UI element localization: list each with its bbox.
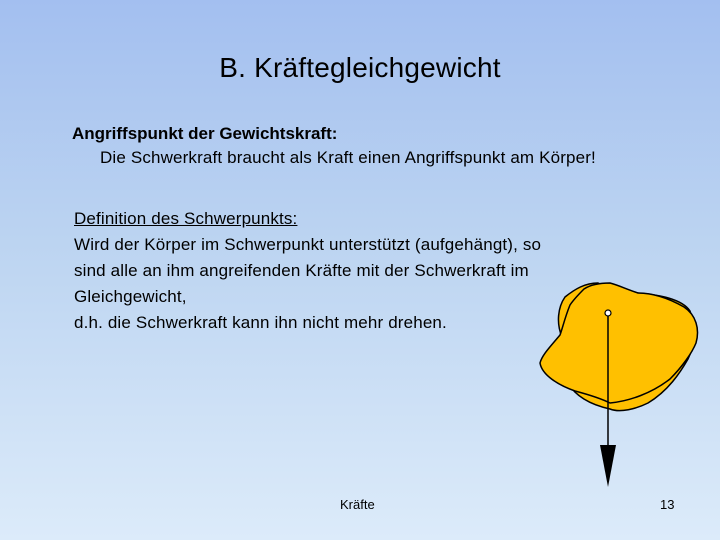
definition-heading: Definition des Schwerpunkts: [74, 209, 298, 228]
section-heading-attack-point: Angriffspunkt der Gewichtskraft: [72, 124, 338, 143]
footer-text: Kräfte [340, 497, 375, 512]
gravity-arrow [600, 445, 616, 487]
definition-line-4: d.h. die Schwerkraft kann ihn nicht mehr drehen. [74, 313, 447, 332]
definition-line-1: Wird der Körper im Schwerpunkt unterstützt (aufgehängt), so [74, 235, 542, 254]
section-text-attack-point: Die Schwerkraft braucht als Kraft einen Angriffspunkt am Körper! [100, 148, 596, 167]
definition-line-2: sind alle an ihm angreifenden Kräfte mit der Schwerkraft im [74, 261, 529, 280]
slide-title: B. Kräftegleichgewicht [219, 52, 501, 83]
page-number: 13 [660, 497, 675, 512]
figure-svg [530, 275, 710, 495]
center-of-gravity-figure [530, 275, 710, 500]
definition-line-3: Gleichgewicht, [74, 287, 187, 306]
suspension-point [605, 310, 611, 316]
